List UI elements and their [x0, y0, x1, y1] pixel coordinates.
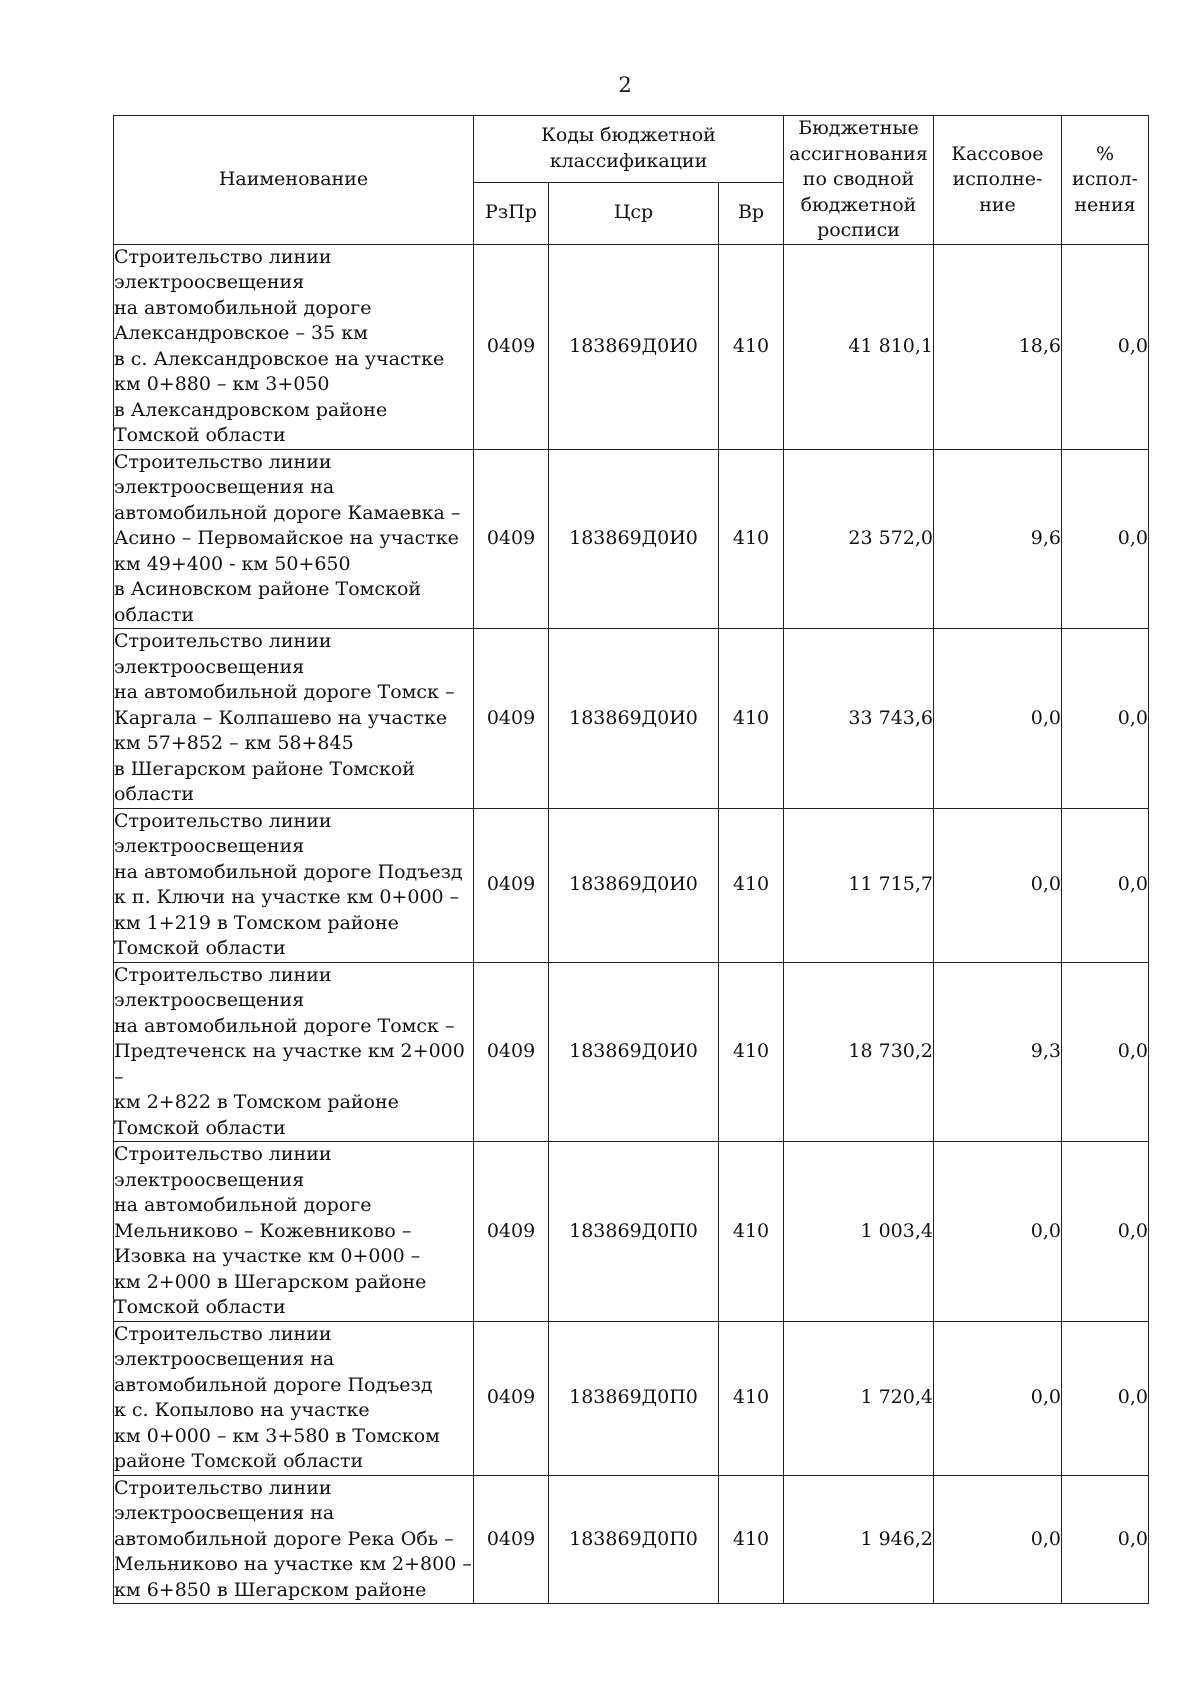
row-name-cell: Строительство линии электроосвещения на автомобильной дороге Камаевка – Асино – Первомайское на участке км 49+400 - км 50+650 в Асиновском районе Томской области: [114, 449, 474, 629]
header-name: Наименование: [114, 116, 474, 245]
row-cash-cell: 0,0: [934, 808, 1062, 962]
header-cash: Кассовое исполне- ние: [934, 116, 1062, 245]
header-rzpr: РзПр: [474, 182, 549, 244]
row-assignments-cell: 23 572,0: [784, 449, 934, 629]
row-name-cell: Строительство линии электроосвещения на автомобильной дороге Река Обь – Мельниково на участке км 2+800 – км 6+850 в Шегарском районе: [114, 1475, 474, 1604]
page-number: 2: [618, 73, 632, 97]
table-row: [114, 808, 1149, 962]
row-csr-cell: 183869Д0И0: [549, 808, 719, 962]
row-assignments-cell: 11 715,7: [784, 808, 934, 962]
row-name-cell: Строительство линии электроосвещения на автомобильной дороге Александровское – 35 км в с. Александровское на участке км 0+880 – км 3+050 в Александровском районе Томской области: [114, 244, 474, 449]
row-csr-cell: 183869Д0И0: [549, 244, 719, 449]
table-row: [114, 962, 1149, 1142]
row-csr-cell: 183869Д0И0: [549, 629, 719, 809]
row-cash-cell: 0,0: [934, 1475, 1062, 1604]
row-percent-cell: 0,0: [1062, 962, 1149, 1142]
row-percent-cell: 0,0: [1062, 1321, 1149, 1475]
row-csr-cell: 183869Д0И0: [549, 962, 719, 1142]
row-csr-cell: 183869Д0И0: [549, 449, 719, 629]
row-rzpr-cell: 0409: [474, 629, 549, 809]
row-assignments-cell: 1 946,2: [784, 1475, 934, 1604]
row-cash-cell: 0,0: [934, 1142, 1062, 1322]
row-vr-cell: 410: [719, 1321, 784, 1475]
row-csr-cell: 183869Д0П0: [549, 1321, 719, 1475]
table-row: [114, 1475, 1149, 1604]
row-vr-cell: 410: [719, 808, 784, 962]
row-name-cell: Строительство линии электроосвещения на автомобильной дороге Томск – Предтеченск на участке км 2+000 – км 2+822 в Томском районе Томской области: [114, 962, 474, 1142]
row-percent-cell: 0,0: [1062, 629, 1149, 809]
table-row: [114, 1142, 1149, 1322]
row-vr-cell: 410: [719, 244, 784, 449]
row-cash-cell: 18,6: [934, 244, 1062, 449]
row-rzpr-cell: 0409: [474, 449, 549, 629]
row-cash-cell: 9,6: [934, 449, 1062, 629]
row-name-cell: Строительство линии электроосвещения на автомобильной дороге Мельниково – Кожевниково – Изовка на участке км 0+000 – км 2+000 в Шегарском районе Томской области: [114, 1142, 474, 1322]
row-assignments-cell: 18 730,2: [784, 962, 934, 1142]
row-vr-cell: 410: [719, 1142, 784, 1322]
row-assignments-cell: 41 810,1: [784, 244, 934, 449]
row-rzpr-cell: 0409: [474, 1475, 549, 1604]
table-row: [114, 449, 1149, 629]
budget-table: [113, 115, 1149, 1604]
row-assignments-cell: 33 743,6: [784, 629, 934, 809]
row-vr-cell: 410: [719, 629, 784, 809]
row-cash-cell: 9,3: [934, 962, 1062, 1142]
row-percent-cell: 0,0: [1062, 1142, 1149, 1322]
row-rzpr-cell: 0409: [474, 1321, 549, 1475]
row-csr-cell: 183869Д0П0: [549, 1475, 719, 1604]
row-rzpr-cell: 0409: [474, 962, 549, 1142]
row-name-cell: Строительство линии электроосвещения на автомобильной дороге Подъезд к п. Ключи на участке км 0+000 – км 1+219 в Томском районе Томской области: [114, 808, 474, 962]
row-vr-cell: 410: [719, 962, 784, 1142]
row-vr-cell: 410: [719, 1475, 784, 1604]
table-row: [114, 1321, 1149, 1475]
row-percent-cell: 0,0: [1062, 449, 1149, 629]
header-assignments: Бюджетные ассигнования по сводной бюджетной росписи: [784, 116, 934, 245]
row-rzpr-cell: 0409: [474, 244, 549, 449]
row-percent-cell: 0,0: [1062, 244, 1149, 449]
table-row: [114, 244, 1149, 449]
header-codes: Коды бюджетной классификации: [474, 116, 784, 183]
row-rzpr-cell: 0409: [474, 1142, 549, 1322]
header-csr: Цср: [549, 182, 719, 244]
row-cash-cell: 0,0: [934, 629, 1062, 809]
header-vr: Вр: [719, 182, 784, 244]
row-assignments-cell: 1 003,4: [784, 1142, 934, 1322]
header-percent: % испол- нения: [1062, 116, 1149, 245]
row-percent-cell: 0,0: [1062, 1475, 1149, 1604]
row-name-cell: Строительство линии электроосвещения на автомобильной дороге Томск – Каргала – Колпашево на участке км 57+852 – км 58+845 в Шегарском районе Томской области: [114, 629, 474, 809]
row-vr-cell: 410: [719, 449, 784, 629]
row-assignments-cell: 1 720,4: [784, 1321, 934, 1475]
row-csr-cell: 183869Д0П0: [549, 1142, 719, 1322]
table-body: [114, 244, 1149, 1604]
row-name-cell: Строительство линии электроосвещения на автомобильной дороге Подъезд к с. Копылово на участке км 0+000 – км 3+580 в Томском районе Томской области: [114, 1321, 474, 1475]
row-percent-cell: 0,0: [1062, 808, 1149, 962]
row-cash-cell: 0,0: [934, 1321, 1062, 1475]
table-row: [114, 629, 1149, 809]
row-rzpr-cell: 0409: [474, 808, 549, 962]
